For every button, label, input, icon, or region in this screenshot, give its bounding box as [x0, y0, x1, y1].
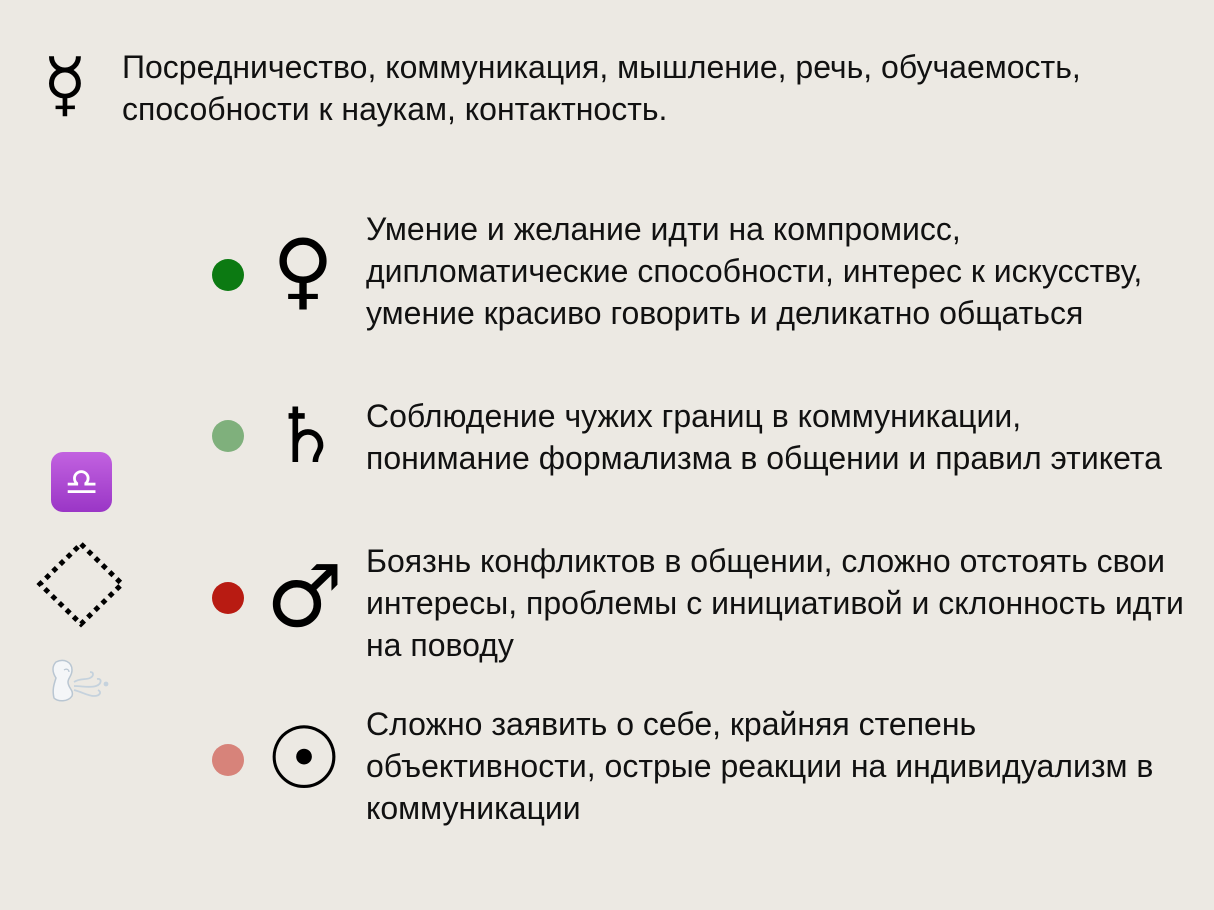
dotted-diamond-icon: [36, 540, 126, 628]
sun-icon: ☉: [265, 709, 343, 809]
status-dot: [212, 582, 244, 614]
row-text: Сложно заявить о себе, крайняя степень объективности, острые реакции на индивидуализм в коммуникации: [366, 706, 1154, 826]
status-dot: [212, 420, 244, 452]
saturn-icon: ♄: [272, 391, 341, 480]
status-dot: [212, 259, 244, 291]
row-text: Умение и желание идти на компромисс, дипломатические способности, интерес к искусству, умение красиво говорить и деликатно общаться: [366, 211, 1143, 331]
row-text: Соблюдение чужих границ в коммуникации, понимание формализма в общении и правил этикета: [366, 398, 1162, 476]
mars-icon: ♂: [266, 547, 344, 647]
libra-icon: ♎: [51, 452, 112, 512]
header-text: Посредничество, коммуникация, мышление, речь, обучаемость, способности к наукам, контактность.: [122, 49, 1081, 127]
mercury-icon: ☿: [42, 42, 88, 126]
venus-icon: ♀: [272, 221, 334, 319]
row-text: Боязнь конфликтов в общении, сложно отстоять свои интересы, проблемы с инициативой и склонность идти на поводу: [366, 543, 1184, 663]
air-wind-face-icon: [50, 656, 110, 704]
status-dot: [212, 744, 244, 776]
